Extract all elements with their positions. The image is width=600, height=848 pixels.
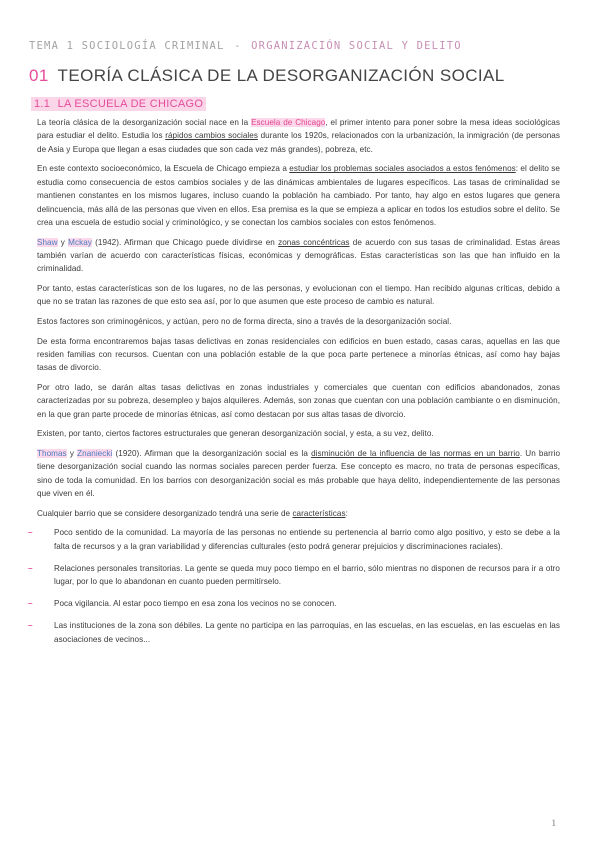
section-number: 01 [29,66,49,85]
paragraph-barrio-desorganizado [37,507,560,520]
text: Cualquier barrio que se considere desorganizado tendrá una serie de [37,508,293,518]
text: y [66,449,78,459]
text: : [345,508,348,518]
paragraph-context [37,162,560,229]
subsection-number: 1.1 [34,98,51,110]
list-item [28,597,560,610]
list-item-text: Relaciones personales transitorias. La gente se queda muy poco tiempo en el barrio, sólo mientras no disponen de recursos para ir a otro lugar, por lo que lo abandonan en cuanto pueden permitírselo. [54,563,560,587]
header-separator: - [234,40,242,52]
text: En este contexto socioeconómico, la Escuela de Chicago empieza a [37,164,290,174]
author-thomas: Thomas [37,449,67,459]
author-znaniecki: Znaniecki [77,449,113,459]
text: : el delito se estudia como consecuencia de estos cambios sociales y de las dinámicas ambientales de lugares específicos. Las tasas de criminalidad se mantienen constantes en los mismos lugares, incluso cuando la población ha cambiado. Por tanto, hay algo en estos lugares que genera delincuencia, más allá de las personas que viven en ellos. Esa premisa es la que se empieza a aplicar en todos los estudios sobre el delito. Se crea una escuela de estudio social y criminológico, y se conectan los cambios sociales con estos fenómenos. [37,164,560,228]
dash-bullet-icon: – [28,599,33,609]
dash-bullet-icon: – [28,563,33,573]
escuela-chicago-highlight: Escuela de Chicago [251,118,326,127]
paragraph-bajas-tasas: De esta forma encontraremos bajas tasas delictivas en zonas residenciales con edificios en buen estado, casas caras, aquellas en las que residen familias con recursos. Cuentan con una población estable de la que poca parte pertenece a minorías étnicas, así como hay bajas tasas de divorcio. [37,336,560,373]
list-item-text: Las instituciones de la zona son débiles. La gente no participa en las parroquias, en las escuelas, en las escuelas, en las escuelas en las asociaciones de vecinos... [54,621,560,644]
body-content [28,116,561,655]
text: , el primer intento para poner sobre la mesa ideas sociológicas para estudiar el delito. Estudia los [37,118,560,141]
header-topic: ORGANIZACIÓN SOCIAL Y DELITO [251,40,462,52]
list-item-text: Poca vigilancia. Al estar poco tiempo en esa zona los vecinos no se conocen. [54,599,337,609]
list-item [28,619,560,646]
paragraph-caracteristicas: Por tanto, estas características son de los lugares, no de las personas, y evolucionan con el tiempo. Han recibido algunas críticas, debido a que no se tratan las razones de que esto sea así, por lo que asumen que este proceso de cambio es natural. [37,284,560,307]
header-tema: TEMA 1 SOCIOLOGÍA CRIMINAL [29,40,225,52]
dash-bullet-icon: – [28,528,33,538]
paragraph-shaw-mckay [37,236,560,276]
author-shaw: Shaw [37,237,58,247]
section-title-text: TEORÍA CLÁSICA DE LA DESORGANIZACIÓN SOCIAL [57,66,505,85]
caracteristicas-underline: características [292,508,346,518]
text: La teoría clásica de la desorganización social nace en la [37,118,252,127]
paragraph-estructurales: Existen, por tanto, ciertos factores estructurales que generan desorganización social, y esta, a su vez, delito. [37,429,434,439]
list-item-text: Poco sentido de la comunidad. La mayoría de las personas no entiende su pertenencia al barrio como algo positivo, y esto se debe a la falta de recursos y a la gran variabilidad y diferencias culturales (esto podrá generar prejuicios y discriminaciones raciales). [54,528,560,551]
paragraph-altas-tasas: Por otro lado, se darán altas tasas delictivas en zonas industriales y comerciales que cuentan con edificios abandonados, zonas caracterizadas por su pobreza, desempleo y bajos alquileres. Además, son zonas que cuentan con una población cambiante o en disminución, en la que gran parte procede de minorías étnicas, así como destacan por sus altas tasas de divorcio. [37,383,560,419]
paragraph-intro [37,116,560,156]
paragraph-factores: Estos factores son criminogénicos, y actúan, pero no de forma directa, sino a través de la desorganización social. [37,317,452,327]
author-mckay: Mckay [68,237,92,247]
text: y [57,237,69,247]
list-item [28,562,560,589]
disminucion-underline: disminución de la influencia de las normas en un barrio [311,449,520,459]
characteristics-list [28,526,560,646]
running-header [29,40,462,52]
list-item [28,526,560,553]
paragraph-thomas-znaniecki [37,447,560,501]
rapidos-cambios-underline: rápidos cambios sociales [165,131,258,141]
section-title [29,66,505,86]
subsection-title-text: LA ESCUELA DE CHICAGO [57,98,204,110]
text: durante los 1920s, relacionados con la urbanización, la inmigración (de personas de Asia y Europa que llegan a esas ciudades que son cada vez más grandes), pobreza, etc. [37,131,560,154]
page-number: 1 [551,818,556,828]
subsection-title [31,97,206,111]
dash-bullet-icon: – [28,621,33,631]
zonas-concentricas-underline: zonas concéntricas [278,237,350,247]
text: (1920). Afirman que la desorganización social es la [112,449,312,459]
text: . Un barrio tiene desorganización social cuando las normas sociales parecen perder fuerza. Ese concepto es macro, no trata de personas específicas, sino de toda la comunidad. En los barrios con desorganización social es más probable que haya delito, independientemente de las personas que viven en él. [37,449,561,499]
estudiar-problemas-underline: estudiar los problemas sociales asociados a estos fenómenos [289,164,516,174]
text: de acuerdo con sus tasas de criminalidad. Estas áreas también varían de acuerdo con características físicas, económicas y demográficas. Estas características son las que han influido en la criminalidad. [37,237,561,274]
text: (1942). Afirman que Chicago puede dividirse en [91,237,279,247]
